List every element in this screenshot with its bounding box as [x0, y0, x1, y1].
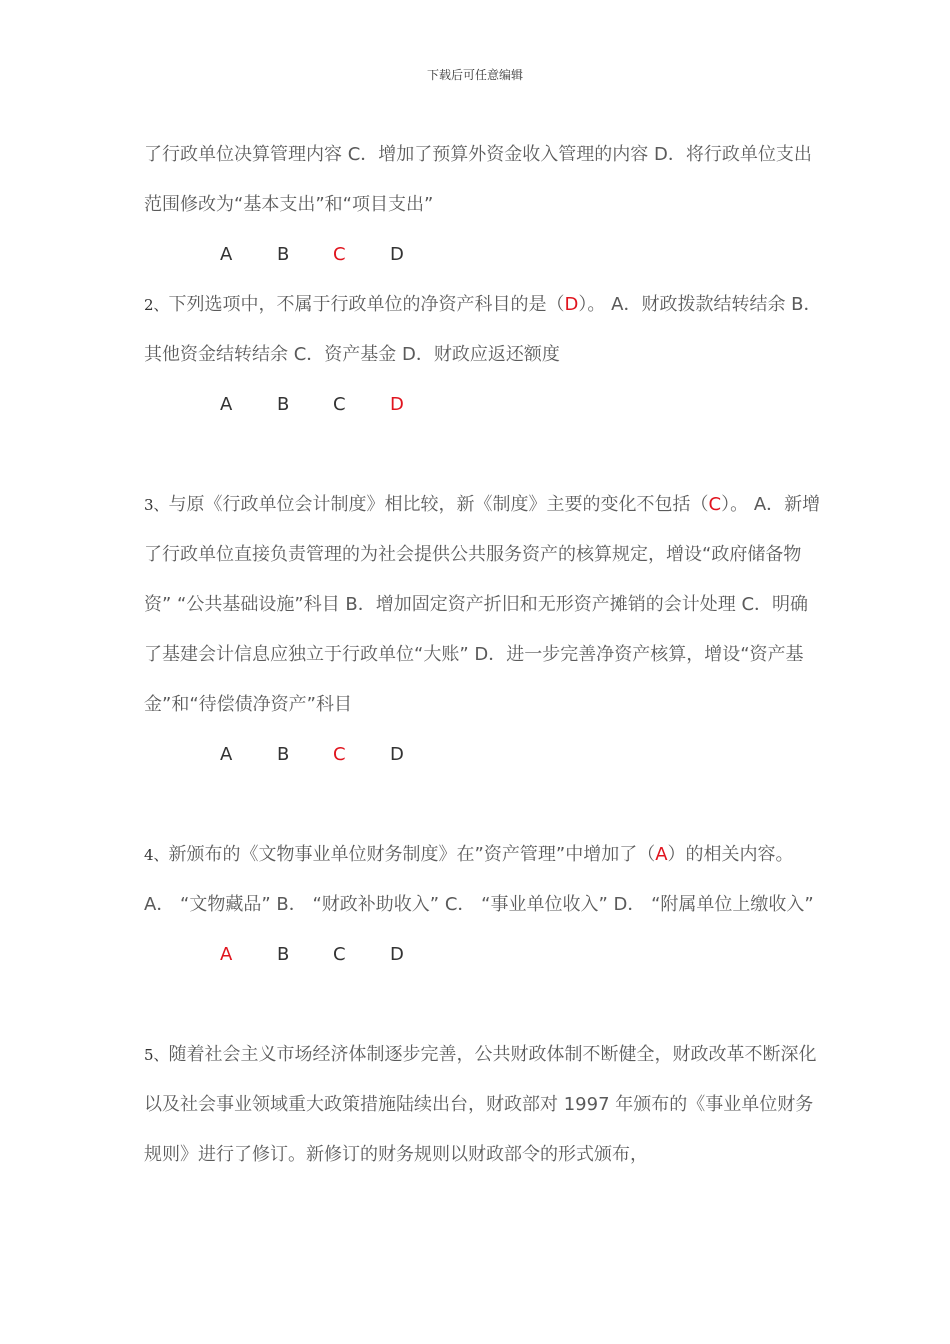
question-2-answer: D	[564, 294, 579, 315]
question-3-number: 3、	[144, 496, 169, 514]
option-c: C	[333, 944, 346, 965]
option-c: C	[333, 394, 346, 415]
option-c-correct: C	[333, 244, 346, 265]
option-c-correct: C	[333, 744, 346, 765]
spacer	[144, 980, 824, 1030]
question-3	[144, 480, 824, 730]
question-3-stem-after: ）。 A．新增了行政单位直接负责管理的为社会提供公共服务资产的核算规定，增设“政府储备物资” “公共基础设施”科目 B．增加固定资产折旧和无形资产摊销的会计处理 C．明确了基建会计信息应独立于行政单位“大账” D．进一步完善净资产核算，增设“资产基金”和“待偿债净资产”科目	[144, 494, 821, 715]
question-3-answer: C	[708, 494, 722, 515]
option-b: B	[277, 394, 290, 415]
question-4-answer: A	[655, 844, 668, 865]
page-header: 下载后可任意编辑	[426, 68, 523, 82]
question-4-stem-before: 新颁布的《文物事业单位财务制度》在”资产管理”中增加了（	[168, 844, 656, 865]
option-d: D	[390, 744, 404, 765]
question-2-stem-after: ）。 A．财政拨款结转结余 B．其他资金结转结余 C．资产基金 D．财政应返还额度	[144, 294, 822, 365]
question-5-stem: 随着社会主义市场经济体制逐步完善，公共财政体制不断健全，财政改革不断深化以及社会事业领域重大政策措施陆续出台，财政部对 1997 年颁布的《事业单位财务规则》进行了修订。新修订的财务规则以财政部令的形式颁布，	[144, 1044, 817, 1165]
question-2-options	[144, 380, 824, 430]
question-5-number: 5、	[144, 1046, 169, 1064]
question-4	[144, 830, 824, 930]
question-4-number: 4、	[144, 846, 169, 864]
question-2-number: 2、	[144, 296, 169, 314]
option-a-correct: A	[220, 944, 233, 965]
spacer	[144, 430, 824, 480]
document-body	[144, 130, 824, 1180]
question-3-stem-before: 与原《行政单位会计制度》相比较，新《制度》主要的变化不包括（	[168, 494, 709, 515]
question-2-stem-before: 下列选项中，不属于行政单位的净资产科目的是（	[168, 294, 565, 315]
question-1-tail: 了行政单位决算管理内容 C．增加了预算外资金收入管理的内容 D．将行政单位支出范围修改为“基本支出”和“项目支出”	[144, 144, 812, 215]
option-b: B	[277, 944, 290, 965]
option-d: D	[390, 244, 404, 265]
question-4-options	[144, 930, 824, 980]
option-d: D	[390, 944, 404, 965]
question-3-options	[144, 730, 824, 780]
option-a: A	[220, 394, 233, 415]
option-a: A	[220, 744, 233, 765]
option-d-correct: D	[390, 394, 404, 415]
question-4-stem-after: ）的相关内容。 A． “文物藏品” B． “财政补助收入” C． “事业单位收入” D． “附属单位上缴收入”	[144, 844, 814, 915]
option-b: B	[277, 744, 290, 765]
option-b: B	[277, 244, 290, 265]
spacer	[144, 780, 824, 830]
question-5	[144, 1030, 824, 1180]
question-2	[144, 280, 824, 380]
question-1-options	[144, 230, 824, 280]
option-a: A	[220, 244, 233, 265]
